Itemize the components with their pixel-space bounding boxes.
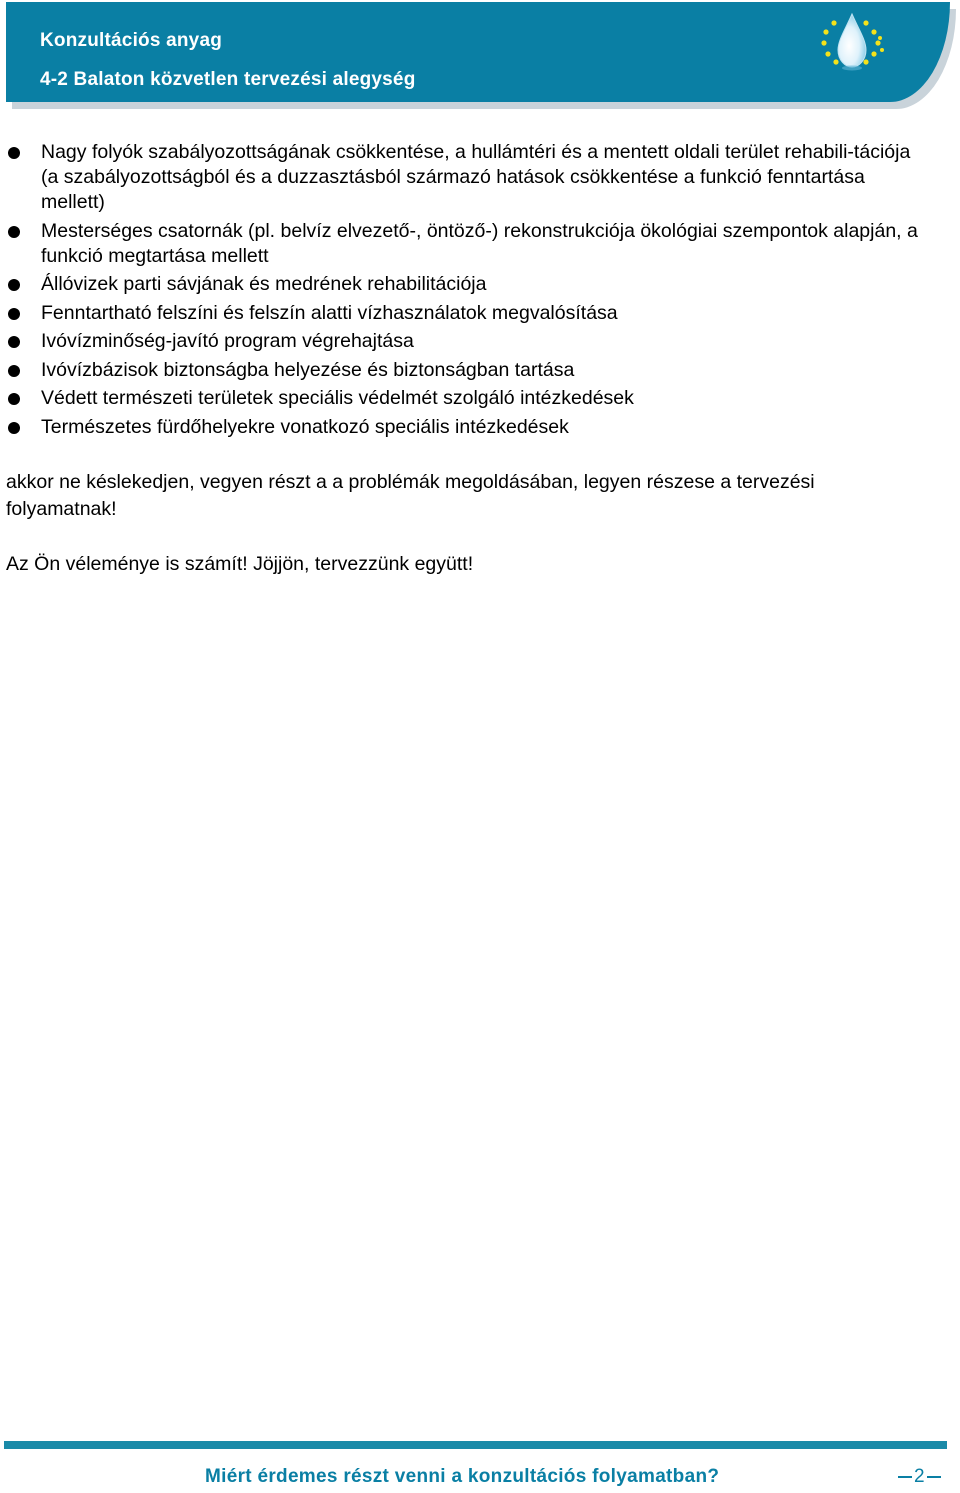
bullet-dot-icon <box>8 147 20 159</box>
closing-paragraph: Az Ön véleménye is számít! Jöjjön, tervezzünk együtt! <box>6 553 474 575</box>
page-number: 2 <box>896 1466 943 1488</box>
document-subtitle: 4-2 Balaton közvetlen tervezési alegység <box>40 69 416 90</box>
footer-title: Miért érdemes részt venni a konzultációs folyamatban? <box>205 1466 720 1487</box>
list-item: Védett természeti területek speciális védelmét szolgáló intézkedések <box>0 386 930 411</box>
eu-stars-water-drop-icon <box>816 10 888 76</box>
measures-list <box>0 140 930 443</box>
bullet-dot-icon <box>8 226 20 238</box>
bullet-dot-icon <box>8 393 20 405</box>
list-item: Nagy folyók szabályozottságának csökkentése, a hullámtéri és a mentett oldali terület rehabili-tációja (a szabályozottságból és a duzzasztásból származó hatások csökkentése a funkció fenntartása mellett) <box>0 140 930 215</box>
document-title: Konzultációs anyag <box>40 30 223 51</box>
footer-divider <box>4 1441 947 1449</box>
list-item: Ivóvízminőség-javító program végrehajtása <box>0 329 930 354</box>
bullet-dot-icon <box>8 422 20 434</box>
bullet-dot-icon <box>8 365 20 377</box>
list-item: Fenntartható felszíni és felszín alatti vízhasználatok megvalósítása <box>0 301 930 326</box>
header-banner <box>6 2 950 102</box>
list-item: Természetes fürdőhelyekre vonatkozó speciális intézkedések <box>0 415 930 440</box>
dash-icon <box>898 1476 912 1478</box>
list-item: Ivóvízbázisok biztonságba helyezése és biztonságban tartása <box>0 358 930 383</box>
bullet-dot-icon <box>8 336 20 348</box>
dash-icon <box>927 1476 941 1478</box>
bullet-dot-icon <box>8 308 20 320</box>
list-item: Mesterséges csatornák (pl. belvíz elvezető-, öntöző-) rekonstrukciója ökológiai szempontok alapján, a funkció megtartása mellett <box>0 219 930 269</box>
call-to-action-paragraph: akkor ne késlekedjen, vegyen részt a a problémák megoldásában, legyen részese a tervezési folyamatnak! <box>6 471 815 520</box>
list-item: Állóvizek parti sávjának és medrének rehabilitációja <box>0 272 930 297</box>
bullet-dot-icon <box>8 279 20 291</box>
